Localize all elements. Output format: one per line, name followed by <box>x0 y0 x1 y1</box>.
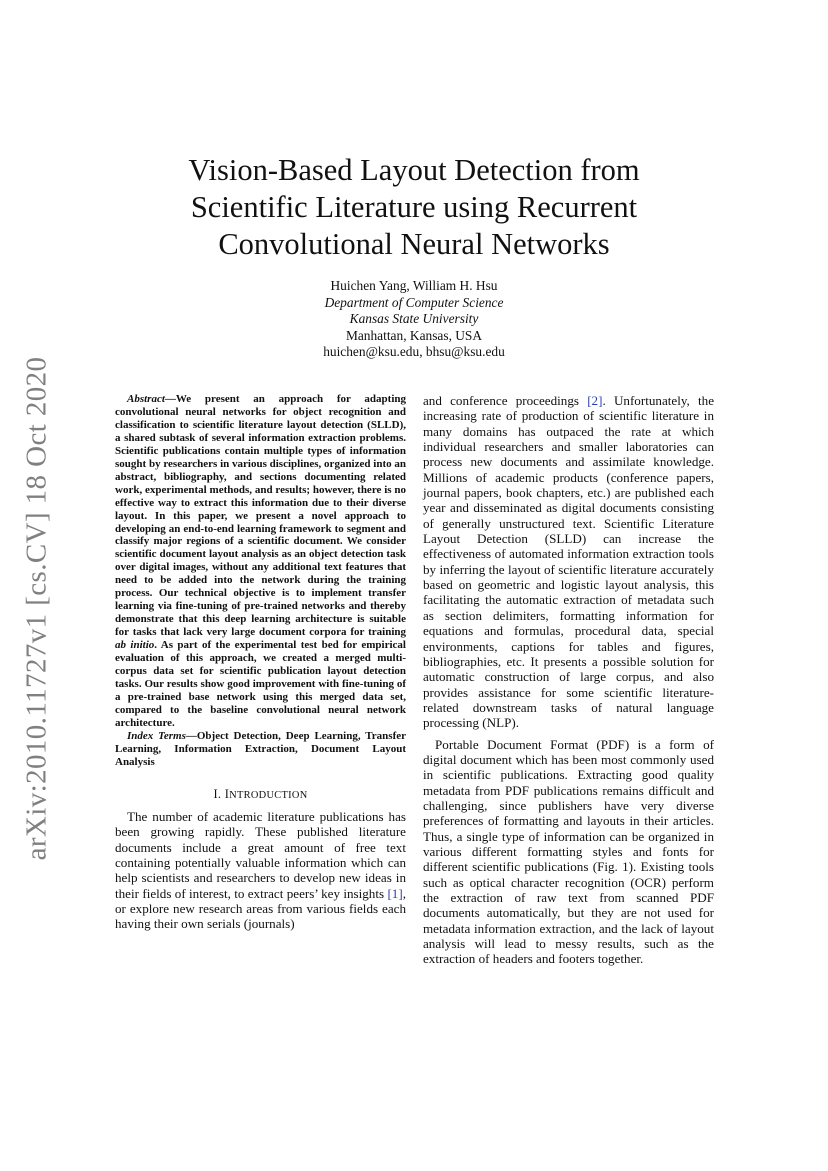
index-terms <box>115 730 406 769</box>
abstract <box>115 393 406 730</box>
abstract-dash: — <box>164 393 176 405</box>
abstract-text-part-2: . As part of the experimental test bed for empirical evaluation of this approach, we created a merged multi-corpus data set for scientific publication layout detection tasks. Our results show good improvement with fine-tuning of a pre-trained base network using this merged data set, compared to the baseline convolutional neural network architecture. <box>115 639 406 729</box>
section-rest-smallcaps: NTRODUCTION <box>229 789 308 801</box>
intro-p1-text-2: , or explore new research areas from various fields each having their own serials (journals) <box>115 885 406 932</box>
index-terms-label: Index Terms <box>127 729 186 742</box>
intro-paragraph-2: Portable Document Format (PDF) is a form of digital document which has been most commonly used in scientific publications. Extracting good quality metadata from PDF publications remains difficult and challenging, since publishers have very diverse preferences of formatting and layouts in their articles. Thus, a single type of information can be organized in various different formatting styles and fonts for different scientific publications (Fig. 1). Existing tools such as optical character recognition (OCR) perform the extraction of raw text from scanned PDF documents automatically, but they are not used for metadata information extraction, and the lack of layout analysis will lead to messy results, such as the extraction of headers and footers together. <box>423 736 714 967</box>
abstract-text-part-1: We present an approach for adapting convolutional neural networks for object recognition and classification to scientific literature layout detection (SLLD), a shared subtask of several information extraction problems. Scientific publications contain multiple types of information sought by researchers in various disciplines, organized into an abstract, bibliography, and sections documenting related work, experimental methods, and results; however, there is no effective way to extract this information due to their diverse layout. In this paper, we present a novel approach to developing an end-to-end learning framework to segment and classify major regions of a scientific document. We consider scientific document layout analysis as an object detection task over digital images, without any additional text features that need to be added into the network during the training process. Our technical objective is to implement transfer learning via fine-tuning of pre-trained networks and thereby demonstrate that this deep learning architecture is suitable for tasks that lack very large document corpora for training <box>115 393 406 639</box>
intro-p1-cont-2: . Unfortunately, the increasing rate of production of scientific literature in many domains has outpaced the rate at which individual researchers and smaller laboratories can process new documents and assimilate knowledge. Millions of academic products (conference papers, journal papers, book chapters, etc.) are published each year and disseminated as digital documents consisting of generally unstructured text. Scientific Literature Layout Detection (SLLD) can increase the effectiveness of automated information extraction tools by inferring the layout of scientific literature accurately based on geometric and logistic layout analysis, this facilitating the automatic extraction of metadata such as section delimiters, formatting information for equations and formulas, procedural data, special environments, captions for tables and figures, bibliographies, etc. It presents a possible solution for automatic construction of large corpus, and also provides assistance for some scientific literature-related downstream tasks of natural language processing (NLP). <box>423 393 714 731</box>
left-column <box>115 393 406 932</box>
index-terms-dash: — <box>185 729 197 742</box>
arxiv-identifier-stamp <box>8 356 66 860</box>
abstract-italic-term: ab initio <box>115 639 155 652</box>
section-first-letter: I <box>224 786 230 801</box>
author-university: Kansas State University <box>349 311 479 327</box>
citation-link-1[interactable]: [1] <box>387 885 403 901</box>
arxiv-identifier-text: arXiv:2010.11727v1 [cs.CV] 18 Oct 2020 <box>20 356 53 860</box>
citation-link-2[interactable]: [2] <box>587 393 603 408</box>
author-names: Huichen Yang, William H. Hsu <box>330 278 498 293</box>
abstract-label: Abstract <box>127 393 165 405</box>
author-location: Manhattan, Kansas, USA <box>345 327 483 343</box>
section-heading-introduction <box>115 787 406 803</box>
right-column <box>423 393 714 967</box>
intro-paragraph-1 <box>115 809 406 932</box>
intro-p1-cont-1: and conference proceedings <box>423 393 588 408</box>
title-line-1: Vision-Based Layout Detection from <box>188 153 640 187</box>
author-block <box>214 278 614 361</box>
index-terms-text: Object Detection, Deep Learning, Transfer Learning, Information Extraction, Document Layout Analysis <box>115 729 406 768</box>
intro-paragraph-1-continued <box>423 393 714 731</box>
paper-title <box>90 152 738 263</box>
section-numeral: I. <box>213 786 225 801</box>
title-line-3: Convolutional Neural Networks <box>218 227 610 261</box>
intro-p1-text-1: The number of academic literature publications has been growing rapidly. These published literature documents include a great amount of free text containing potentially valuable information which can help scientists and researchers to develop new ideas in their fields of interest, to extract peers’ key insights <box>115 808 406 901</box>
author-department: Department of Computer Science <box>324 294 504 310</box>
title-line-2: Scientific Literature using Recurrent <box>190 190 638 224</box>
author-email: huichen@ksu.edu, bhsu@ksu.edu <box>323 344 505 360</box>
